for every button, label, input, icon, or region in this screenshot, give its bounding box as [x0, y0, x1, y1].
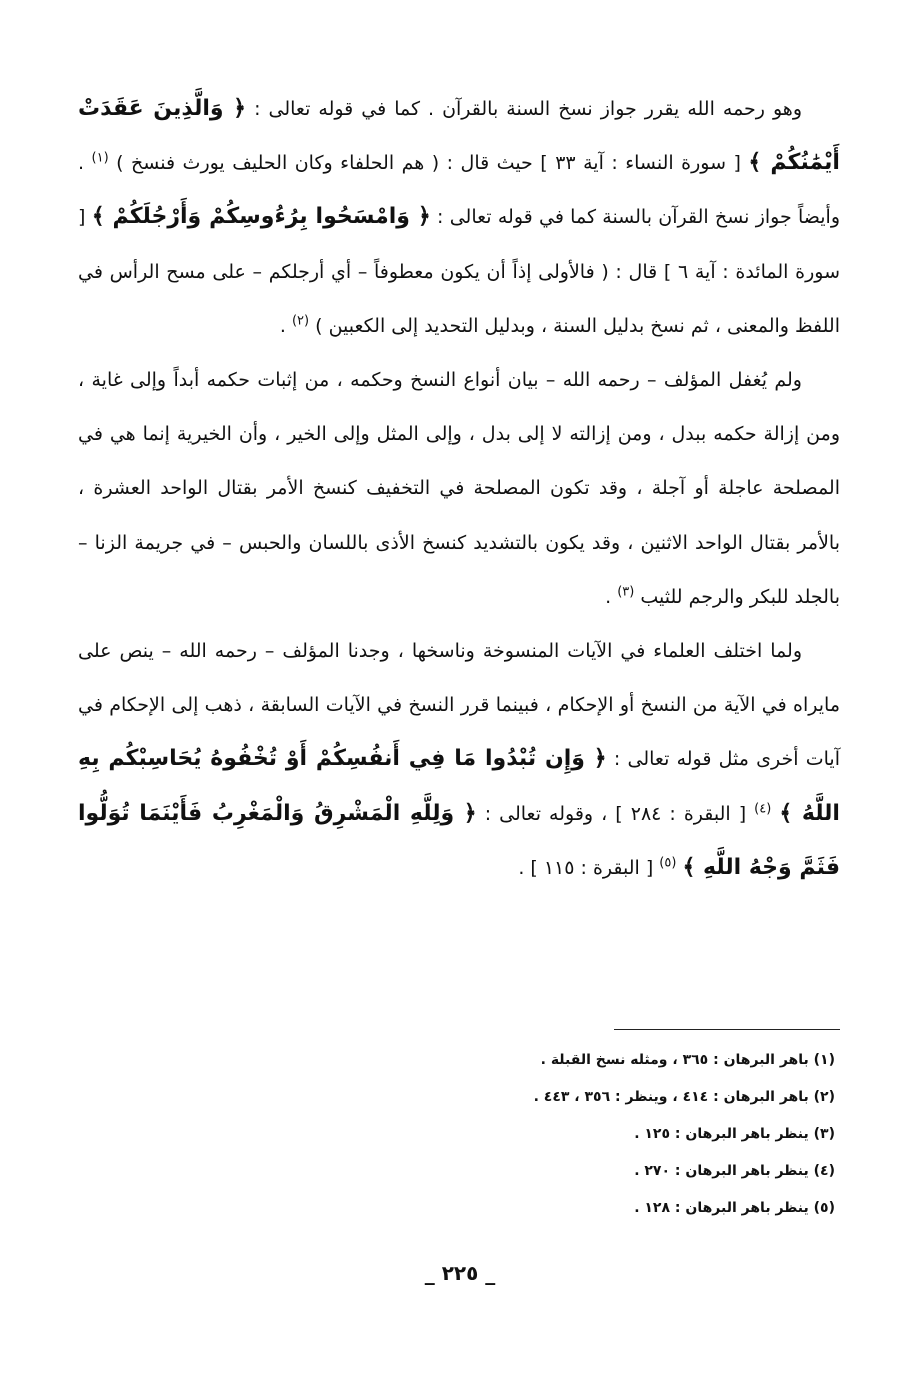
footnotes	[440, 1042, 835, 1227]
text-segment: [ البقرة : ٢٨٤ ] ، وقوله تعالى :	[476, 802, 755, 825]
footnote-1: (١) باهر البرهان : ٣٦٥ ، ومثله نسخ القبلة .	[540, 1052, 835, 1068]
footnote-ref: (٥)	[659, 855, 677, 871]
footnote-4: (٤) ينظر باهر البرهان : ٢٧٠ .	[634, 1163, 835, 1179]
paragraph	[78, 353, 840, 624]
main-text	[78, 82, 840, 895]
footnote-5: (٥) ينظر باهر البرهان : ١٢٨ .	[634, 1200, 835, 1216]
text-segment: [ سورة المائدة : آية ٦ ] قال : ( فالأولى إذاً أن يكون معطوفاً – أي أرجلكم – على مسح الرأس في اللفظ والمعنى ، ثم نسخ بدليل السنة ، وبدليل التحديد إلى الكعبين )	[78, 206, 840, 337]
quran-verse: ﴿ وَالَّذِينَ عَقَدَتْ أَيْمَٰنُكُمْ ﴾	[78, 96, 840, 176]
footnote-ref: (٤)	[754, 801, 772, 817]
text-segment: ولما اختلف العلماء في الآيات المنسوخة وناسخها ، وجدنا المؤلف – رحمه الله – ينص على مايراه في الآية من النسخ أو الإحكام ، فبينما قرر النسخ في الآيات السابقة ، ذهب إلى الإحكام في آيات أخرى مثل قوله تعالى :	[78, 640, 840, 771]
text-segment: . وأيضاً جواز نسخ القرآن بالسنة كما في قوله تعالى :	[78, 152, 840, 229]
text-segment: [ سورة النساء : آية ٣٣ ] حيث قال : ( هم الحلفاء وكان الحليف يورث فنسخ )	[108, 152, 749, 175]
paragraph	[78, 624, 840, 895]
text-segment: وهو رحمه الله يقرر جواز نسخ السنة بالقرآن . كما في قوله تعالى :	[246, 98, 802, 120]
footnote-ref: (١)	[91, 150, 109, 166]
quran-verse: ﴿ وَإِن تُبْدُوا مَا فِي أَنفُسِكُمْ أَوْ تُخْفُوهُ يُحَاسِبْكُم بِهِ اللَّهُ ﴾	[78, 746, 840, 826]
footnote-divider	[614, 1029, 840, 1030]
text-segment: [ البقرة : ١١٥ ] .	[518, 856, 660, 879]
quran-verse: ﴿ وَلِلَّهِ الْمَشْرِقُ وَالْمَغْرِبُ فَأَيْنَمَا تُوَلُّوا فَثَمَّ وَجْهُ اللَّهِ ﴾	[78, 800, 840, 880]
footnote-ref: (٣)	[617, 584, 635, 600]
page-number: _ ٢٢٥ _	[424, 1261, 496, 1285]
quran-verse: ﴿ وَامْسَحُوا بِرُءُوسِكُمْ وَأَرْجُلَكُمْ ﴾	[91, 204, 431, 230]
paragraph	[78, 82, 840, 353]
text-segment: .	[279, 314, 292, 337]
text-segment: .	[605, 585, 618, 608]
text-segment: ولم يُغفل المؤلف – رحمه الله – بيان أنواع النسخ وحكمه ، من إثبات حكمه أبداً وإلى غاية ، ومن إزالة حكمه ببدل ، ومن إزالته لا إلى بدل ، وإلى المثل وإلى الخير ، وأن الخيرية إنما هي في المصلحة عاجلة أو آجلة ، وقد تكون المصلحة في التخفيف كنسخ الأمر بقتال الواحد العشرة ، بالأمر بقتال الواحد الاثنين ، وقد يكون بالتشديد كنسخ الأذى باللسان والحبس – في جريمة الزنا – بالجلد للبكر والرجم للثيب	[78, 369, 840, 608]
footnote-3: (٣) ينظر باهر البرهان : ١٢٥ .	[634, 1126, 835, 1142]
footnote-ref: (٢)	[291, 313, 310, 329]
footnote-2: (٢) باهر البرهان : ٤١٤ ، وينظر : ٣٥٦ ، ٤٤٣ .	[533, 1089, 835, 1105]
